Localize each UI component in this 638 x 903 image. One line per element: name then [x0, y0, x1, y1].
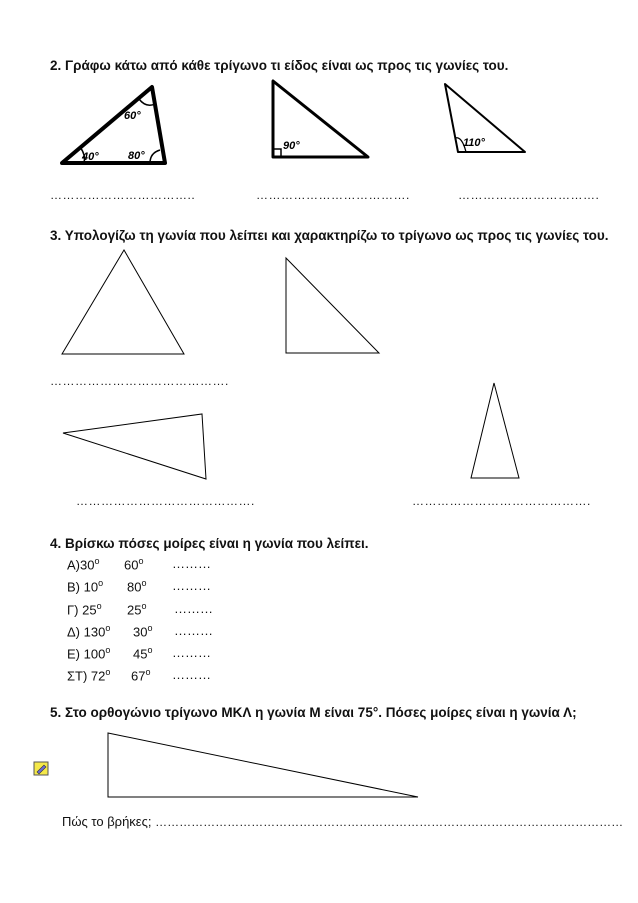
q4-row-d-angle: 30: [133, 624, 148, 640]
q4-row-f-blank[interactable]: ………: [172, 667, 211, 682]
q3-triangle-equilateral: [62, 250, 184, 354]
q2-tri3-angle: 110°: [463, 137, 485, 149]
q5-how-row: [62, 814, 623, 829]
q4-row-a-angle: 60: [124, 557, 139, 573]
q5-how-line[interactable]: ………………………………………………………………………………………………………: [155, 815, 624, 829]
q4-row-c-angle: 25: [127, 602, 142, 618]
q2-answer-3[interactable]: …………………………….: [458, 188, 600, 202]
question-2-title: 2. Γράφω κάτω από κάθε τρίγωνο τι είδος είναι ως προς τις γωνίες του.: [50, 58, 509, 73]
q2-triangle-obtuse: [445, 84, 525, 152]
q4-row-e-blank[interactable]: ………: [172, 645, 211, 660]
q4-row-e-label: Ε) 100: [67, 646, 106, 662]
question-5-title: 5. Στο ορθογώνιο τρίγωνο ΜΚΛ η γωνία Μ είναι 75°. Πόσες μοίρες είναι η γωνία Λ;: [50, 705, 577, 720]
q4-row-c-blank[interactable]: ………: [174, 601, 213, 616]
question-4-title: 4. Βρίσκω πόσες μοίρες είναι η γωνία που λείπει.: [50, 536, 369, 551]
q4-row-b-label: Β) 10: [67, 579, 99, 595]
q5-triangle-mkl: [108, 733, 418, 797]
q2-tri1-angle-left: 40°: [82, 151, 99, 163]
q4-row-a-blank[interactable]: ………: [172, 556, 211, 571]
q4-row-d-label: Δ) 130: [67, 624, 106, 640]
q4-row-f-angle: 67: [131, 668, 146, 684]
q2-answer-2[interactable]: ……………………………….: [256, 188, 410, 202]
q5-how-label: Πώς το βρήκες;: [62, 814, 156, 829]
q2-tri1-angle-right: 80°: [128, 150, 145, 162]
pencil-icon: [34, 762, 48, 775]
q4-row-a-label: Α)30: [67, 557, 95, 573]
q2-triangle-right: [273, 81, 368, 157]
q2-answer-1[interactable]: ……………………………..: [50, 188, 196, 202]
q3-answer-2[interactable]: …………………………………….: [76, 494, 255, 508]
question-3-title: 3. Υπολογίζω τη γωνία που λείπει και χαρακτηρίζω το τρίγωνο ως προς τις γωνίες του.: [50, 228, 609, 243]
q4-row-f-label: ΣΤ) 72: [67, 668, 106, 684]
q3-triangle-right: [286, 258, 379, 353]
q2-triangle-acute: [62, 87, 165, 163]
q4-row-b-angle: 80: [127, 579, 142, 595]
q4-row-e-angle: 45: [133, 646, 148, 662]
q3-triangle-obtuse: [63, 414, 206, 479]
q3-triangle-isosceles: [471, 383, 519, 478]
q2-tri1-angle-top: 60°: [124, 110, 141, 122]
q4-row-b-blank[interactable]: ………: [172, 578, 211, 593]
q3-answer-3[interactable]: …………………………………….: [412, 494, 591, 508]
q2-tri2-angle: 90°: [283, 140, 300, 152]
q4-row-d-blank[interactable]: ………: [174, 623, 213, 638]
q3-answer-1[interactable]: …………………………………….: [50, 374, 229, 388]
q4-row-c-label: Γ) 25: [67, 602, 97, 618]
